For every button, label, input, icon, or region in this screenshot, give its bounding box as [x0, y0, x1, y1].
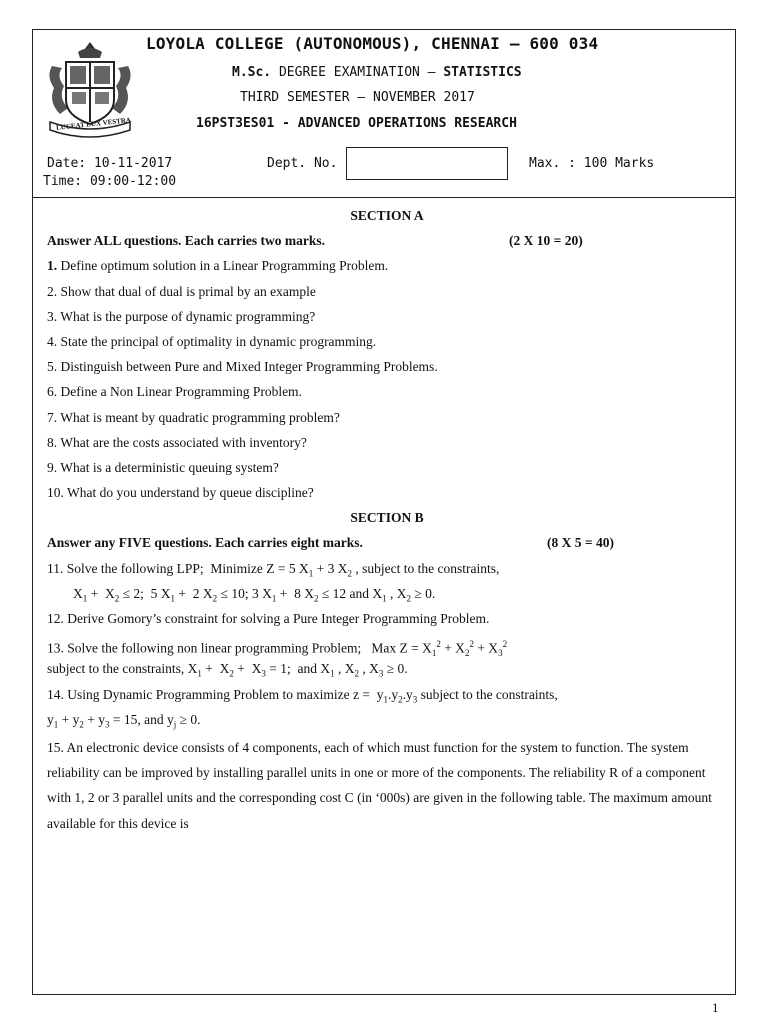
- section-b-marks: (8 X 5 = 40): [547, 535, 614, 551]
- header-divider: [32, 197, 736, 198]
- degree-mid: DEGREE EXAMINATION –: [271, 65, 444, 80]
- degree-subject: STATISTICS: [443, 65, 522, 80]
- degree-prefix: M.Sc.: [232, 65, 272, 80]
- exam-time: Time: 09:00-12:00: [43, 174, 177, 189]
- section-a-marks: (2 X 10 = 20): [509, 233, 583, 249]
- question-4: 4. State the principal of optimality in dynamic programming.: [47, 333, 377, 349]
- question-1-text: Define optimum solution in a Linear Programming Problem.: [57, 258, 389, 274]
- question-13: 13. Solve the following non linear programming Problem; Max $Z = X_1^2 + X_2^2 + X_3^2$: [47, 639, 508, 659]
- question-14: 14. Using Dynamic Programming Problem to maximize $z = y_1.y_2.y_3$ subject to the constraints,: [47, 686, 558, 705]
- question-5: 5. Distinguish between Pure and Mixed Integer Programming Problems.: [47, 359, 438, 375]
- question-6: 6. Define a Non Linear Programming Problem.: [47, 384, 302, 400]
- question-12: 12. Derive Gomory’s constraint for solving a Pure Integer Programming Problem.: [47, 611, 490, 626]
- page-number: 1: [712, 1000, 719, 1015]
- section-a-instruction: Answer ALL questions. Each carries two marks.: [47, 233, 326, 249]
- question-9: 9. What is a deterministic queuing system?: [47, 459, 279, 475]
- college-name: LOYOLA COLLEGE (AUTONOMOUS), CHENNAI – 600 034: [146, 34, 599, 53]
- section-a-title: SECTION A: [350, 208, 424, 223]
- max-marks: Max. : 100 Marks: [529, 156, 655, 171]
- exam-date: Date: 10-11-2017: [47, 156, 173, 171]
- question-8: 8. What are the costs associated with inventory?: [47, 434, 307, 450]
- question-2: 2. Show that dual of dual is primal by an example: [47, 283, 316, 299]
- logo-motto: LUCEAT LUX VESTRA: [55, 116, 132, 132]
- degree-line: [232, 65, 522, 80]
- question-11-constraints: $X_1 + X_2 \le 2$; 5 $X_1 + 2$ $X_2 \le 10$; 3 $X_1 + 8$ $X_2 \le 12$ and $X_1$ , $X_2 \ge 0$.: [73, 585, 436, 604]
- question-11: 11. Solve the following LPP; Minimize Z = 5 $X_1 + 3$ $X_2$ , subject to the constraints,: [47, 560, 500, 579]
- section-b-title: SECTION B: [350, 510, 424, 526]
- question-7: 7. What is meant by quadratic programming problem?: [47, 409, 340, 425]
- semester-line: THIRD SEMESTER – NOVEMBER 2017: [240, 90, 475, 105]
- section-b-instruction-row: [47, 533, 727, 558]
- course-title: 16PST3ES01 - ADVANCED OPERATIONS RESEARCH: [196, 116, 517, 131]
- question-13-constraints: subject to the constraints, $X_1 + X_2 + X_3 = 1$; and $X_1$ , $X_2$ , $X_3 \ge 0$.: [47, 661, 408, 680]
- question-10: 10. What do you understand by queue discipline?: [47, 485, 314, 501]
- question-14-constraints: $y_1 + y_2 + y_3 = 15$, and $y_j \ge 0$.: [47, 711, 201, 730]
- question-3: 3. What is the purpose of dynamic programming?: [47, 308, 316, 324]
- dept-no-label: Dept. No.: [267, 156, 338, 171]
- question-body: [47, 206, 727, 836]
- question-1: [47, 256, 727, 281]
- question-15: 15. An electronic device consists of 4 components, each of which must function for the system to function. The system reliability can be improved by installing parallel units in one or more of the components. The reliability R of a component with 1, 2 or 3 parallel units and the corresponding cost C (in ‘000s) are given in the following table. The maximum amount available for this device is: [47, 739, 712, 831]
- dept-no-box[interactable]: [346, 147, 508, 180]
- section-a-instruction-row: [47, 231, 727, 256]
- question-1-number: 1.: [47, 258, 58, 274]
- section-b-instruction: Answer any FIVE questions. Each carries eight marks.: [47, 535, 363, 551]
